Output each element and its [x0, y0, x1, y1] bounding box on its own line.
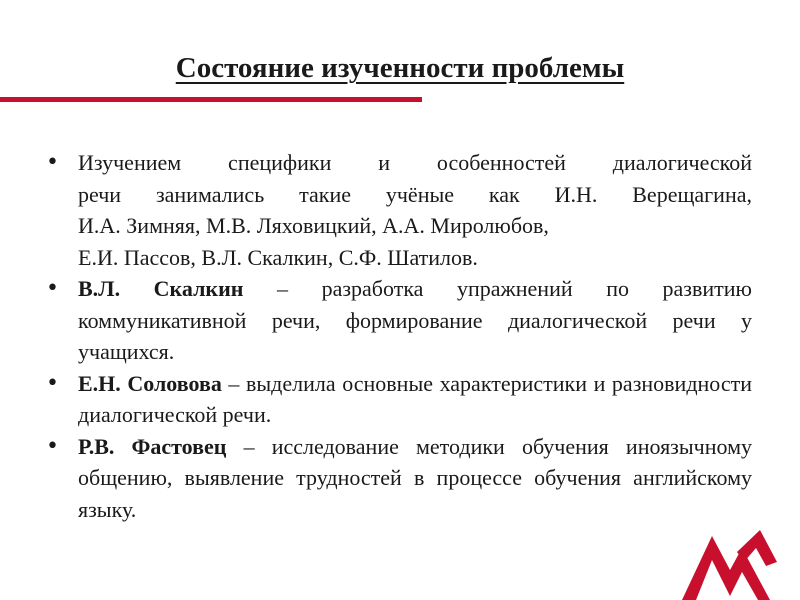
red-chevron-logo-icon — [682, 526, 777, 600]
bullet-text: – исследование методики обучения иноязычному общению, выявление трудностей в процессе обучения английскому языку. — [78, 433, 752, 522]
bullet-item — [46, 368, 752, 431]
bullet-text: – разработка упражнений по развитию коммуникативной речи, формирование диалогической речи у учащихся. — [78, 276, 752, 364]
bullet-line: речи занимались такие учёные как И.Н. Верещагина, — [78, 181, 752, 207]
bullet-dot-icon: • — [46, 433, 59, 459]
bullet-list — [46, 147, 752, 525]
scholar-name: В.Л. Скалкин — [78, 276, 244, 301]
bullet-line: Е.И. Пассов, В.Л. Скалкин, С.Ф. Шатилов. — [78, 244, 478, 270]
bullet-line: Изучением специфики и особенностей диалогической — [78, 150, 752, 175]
bullet-item — [46, 273, 752, 368]
scholar-name: Е.Н. Соловова — [78, 370, 222, 396]
bullet-dot-icon: • — [46, 370, 59, 396]
bullet-text: – выделила основные характеристики и разновидности диалогической речи. — [78, 370, 752, 427]
title-accent-bar — [0, 97, 422, 102]
bullet-item — [46, 147, 752, 273]
bullet-dot-icon: • — [46, 150, 59, 175]
bullet-line: И.А. Зимняя, М.В. Ляховицкий, А.А. Миролюбов, — [78, 213, 549, 238]
slide-title: Состояние изученности проблемы — [175, 52, 625, 84]
bullet-dot-icon: • — [46, 276, 59, 301]
scholar-name: Р.В. Фастовец — [78, 433, 227, 459]
bullet-item — [46, 431, 752, 526]
